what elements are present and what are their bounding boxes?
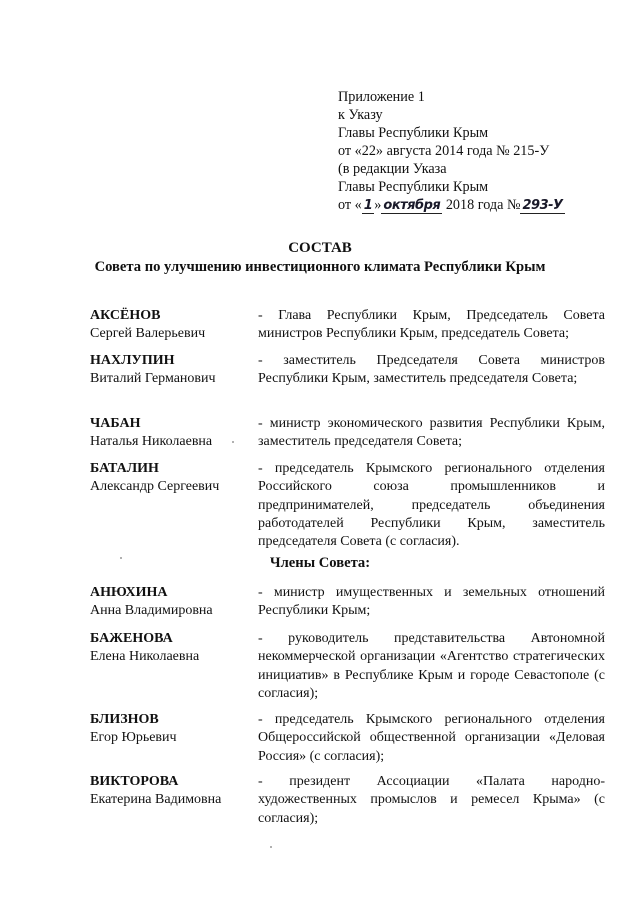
member-role: - Глава Республики Крым, Председатель Совета министров Республики Крым, председатель Совета;: [258, 308, 605, 342]
member-given-name: Наталья Николаевна: [90, 434, 213, 449]
handwritten-month: октября: [383, 198, 441, 213]
header-line-5: (в редакции Указа: [338, 161, 447, 177]
scan-speckle: [232, 441, 234, 443]
appendix-header: [338, 88, 565, 215]
member-given-name: Сергей Валерьевич: [90, 326, 206, 341]
member-surname: АНЮХИНА: [90, 585, 168, 600]
scan-speckle: [270, 846, 272, 848]
member-given-name: Елена Николаевна: [90, 649, 200, 664]
member-surname: БАЖЕНОВА: [90, 631, 173, 646]
document-subtitle: Совета по улучшению инвестиционного климата Республики Крым: [94, 259, 546, 275]
document-title: СОСТАВ: [288, 240, 352, 256]
header-line-6: Главы Республики Крым: [338, 179, 489, 195]
member-given-name: Егор Юрьевич: [90, 730, 177, 745]
member-given-name: Александр Сергеевич: [90, 479, 220, 494]
member-role: - президент Ассоциации «Палата народно-художественных промыслов и ремесел Крыма» (с согласия);: [258, 774, 605, 826]
date-year: 2018 года №: [442, 197, 521, 213]
member-given-name: Виталий Германович: [90, 371, 216, 386]
member-surname: НАХЛУПИН: [90, 353, 175, 368]
header-line-4: от «22» августа 2014 года № 215-У: [338, 143, 550, 159]
header-line-7: [338, 196, 565, 215]
member-surname: БЛИЗНОВ: [90, 712, 159, 727]
member-surname: БАТАЛИН: [90, 461, 159, 476]
header-line-1: Приложение 1: [338, 89, 425, 105]
member-surname: АКСЁНОВ: [90, 308, 161, 323]
handwritten-day: 1: [363, 198, 373, 213]
members-heading: Члены Совета:: [269, 555, 371, 571]
handwritten-number: 293-У: [522, 198, 563, 213]
header-line-2: к Указу: [338, 107, 383, 123]
date-prefix: от «: [338, 197, 362, 213]
member-role: - министр имущественных и земельных отношений Республики Крым;: [258, 585, 605, 619]
member-role: - министр экономического развития Республики Крым, заместитель председателя Совета;: [258, 416, 605, 450]
header-line-3: Главы Республики Крым: [338, 125, 489, 141]
member-surname: ВИКТОРОВА: [90, 774, 179, 789]
date-mid: »: [374, 197, 382, 213]
member-given-name: Екатерина Вадимовна: [90, 792, 222, 807]
member-role: - председатель Крымского регионального отделения Российского союза промышленников и предпринимателей, председатель объединения работодателей Республики Крым, заместитель председателя Совета (с согласия).: [258, 461, 605, 550]
scan-speckle: [120, 557, 122, 559]
member-role: - руководитель представительства Автономной некоммерческой организации «Агентство стратегических инициатив» в Республике Крым и городе Севастополе (с согласия);: [258, 631, 605, 701]
member-role: - председатель Крымского регионального отделения Общероссийской общественной организации «Деловая Россия» (с согласия);: [258, 712, 605, 764]
member-role: - заместитель Председателя Совета министров Республики Крым, заместитель председателя Совета;: [258, 353, 605, 387]
member-surname: ЧАБАН: [90, 416, 141, 431]
member-given-name: Анна Владимировна: [90, 603, 213, 618]
